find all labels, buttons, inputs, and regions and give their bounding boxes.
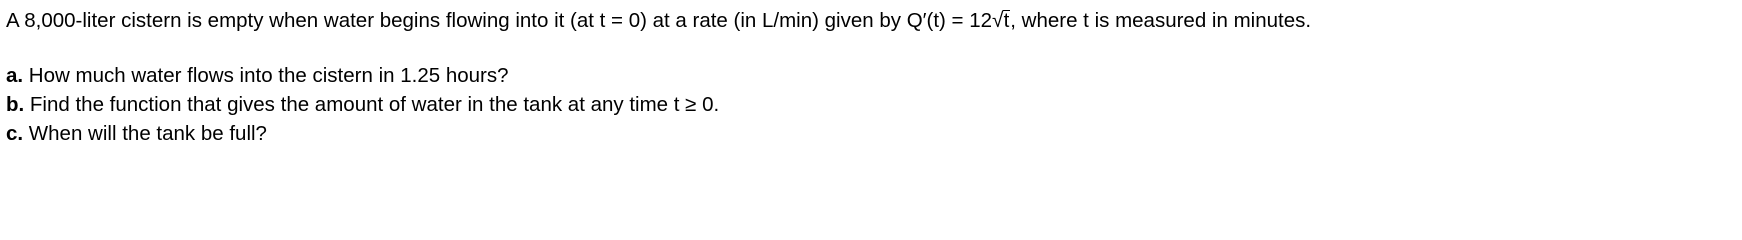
part-a-text: How much water flows into the cistern in 1.25 hours? <box>23 64 509 87</box>
part-b-text: Find the function that gives the amount of water in the tank at any time t ≥ 0. <box>24 93 720 116</box>
part-c-text: When will the tank be full? <box>23 122 267 145</box>
rate-function-lhs: Q′(t) = 12 <box>906 9 993 32</box>
sqrt-radicand: t <box>1003 9 1010 32</box>
part-b-letter: b. <box>6 93 25 116</box>
part-a <box>6 61 719 90</box>
square-root <box>992 8 1010 34</box>
part-c-letter: c. <box>6 122 24 145</box>
stem-text-after: , where t is measured in minutes. <box>1010 9 1312 32</box>
part-b <box>6 90 719 119</box>
part-c <box>6 119 719 148</box>
problem-parts <box>6 61 719 148</box>
stem-text-before: A 8,000-liter cistern is empty when water begins flowing into it (at t = 0) at a rate (in L/min) given by <box>6 9 907 32</box>
sqrt-symbol: √ <box>992 9 1004 32</box>
part-a-letter: a. <box>6 64 24 87</box>
problem-stem <box>6 8 1311 34</box>
